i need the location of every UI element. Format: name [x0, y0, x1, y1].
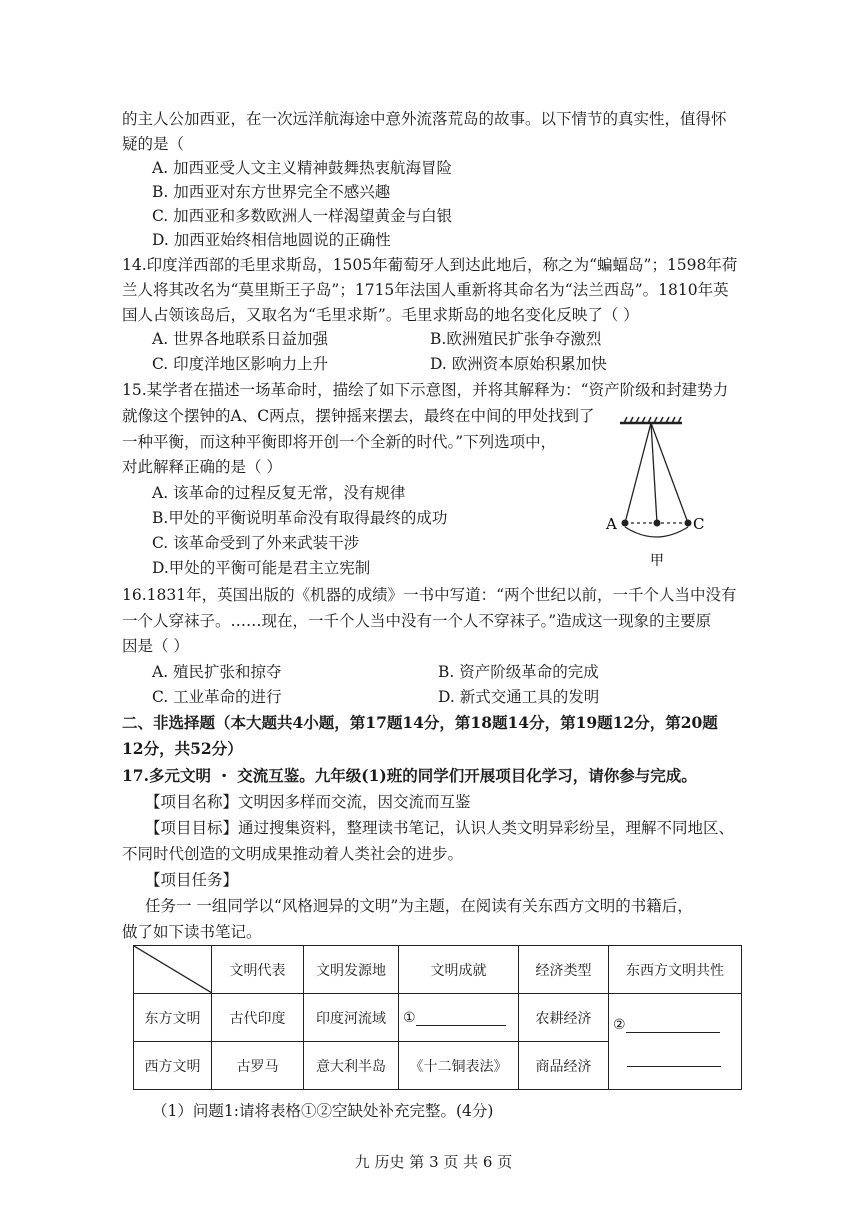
- table-header: 文明发源地: [304, 946, 399, 994]
- q16-line-3: 因是（ ）: [122, 637, 189, 655]
- answer-blank-2b[interactable]: [627, 1052, 721, 1067]
- q14-option-a: A. 世界各地联系日益加强: [152, 330, 329, 348]
- pendulum-point-c: [685, 520, 692, 527]
- table-header: 东西方文明共性: [609, 946, 742, 994]
- q15-line-1: 15.某学者在描述一场革命时，描绘了如下示意图，并将其解释为：“资产阶级和封建势力: [122, 381, 729, 399]
- cell-economy: 商品经济: [519, 1042, 609, 1090]
- pendulum-arc: [625, 527, 688, 537]
- q17-project-goal-1: 【项目目标】通过搜集资料，整理读书笔记，认识人类文明异彩纷呈，理解不同地区、: [145, 819, 735, 837]
- q16-option-a: A. 殖民扩张和掠夺: [152, 663, 282, 681]
- q16-option-d: D. 新式交通工具的发明: [438, 688, 600, 706]
- q14-line-2: 兰人将其改名为“莫里斯王子岛”；1715年法国人重新将其命名为“法兰西岛”。1810年英: [122, 281, 729, 299]
- q13-option-b: B. 加西亚对东方世界完全不感兴趣: [152, 183, 391, 201]
- section2-line-2: 12分，共52分）: [122, 739, 243, 758]
- cell-economy: 农耕经济: [519, 994, 609, 1042]
- blank-marker-2: ②: [613, 1016, 626, 1033]
- pendulum-label-jia: 甲: [650, 553, 664, 569]
- q13-line-2: 疑的是（: [122, 135, 185, 153]
- q16-option-b: B. 资产阶级革命的完成: [438, 663, 599, 681]
- q15-line-2: 就像这个摆钟的A、C两点，摆钟摇来摆去，最终在中间的甲处找到了: [122, 407, 595, 425]
- q17-title: 17.多元文明 ・ 交流互鉴。九年级(1)班的同学们开展项目化学习，请你参与完成。: [122, 766, 697, 785]
- q17-project-goal-2: 不同时代创造的文明成果推动着人类社会的进步。: [122, 845, 464, 863]
- table-header: 文明成就: [399, 946, 519, 994]
- q17-question-1: （1）问题1:请将表格①②空缺处补充完整。(4分): [152, 1102, 494, 1120]
- cell-origin: 印度河流域: [304, 994, 399, 1042]
- q15-option-b: B.甲处的平衡说明革命没有取得最终的成功: [152, 509, 448, 527]
- pendulum-diagram: [600, 415, 720, 575]
- q16-line-1: 16.1831年，英国出版的《机器的成绩》一书中写道：“两个世纪以前，一千个人当中没有: [122, 586, 737, 604]
- q15-option-c: C. 该革命受到了外来武装干涉: [152, 534, 360, 552]
- q17-task1-line-1: 任务一 一组同学以“风格迥异的文明”为主题，在阅读有关东西方文明的书籍后，: [145, 897, 693, 915]
- q13-option-c: C. 加西亚和多数欧洲人一样渴望黄金与白银: [152, 207, 453, 225]
- table-header: 文明代表: [212, 946, 304, 994]
- answer-blank-2a[interactable]: [626, 1018, 720, 1033]
- q16-line-2: 一个人穿袜子。……现在，一千个人当中没有一个人不穿袜子。”造成这一现象的主要原: [122, 612, 712, 630]
- q15-option-d: D.甲处的平衡可能是君主立宪制: [152, 559, 371, 577]
- q17-project-task: 【项目任务】: [145, 871, 239, 889]
- q13-line-1: 的主人公加西亚，在一次远洋航海途中意外流落荒岛的故事。以下情节的真实性，值得怀: [122, 110, 727, 128]
- cell-rep: 古罗马: [212, 1042, 304, 1090]
- pendulum-label-c: C: [693, 515, 705, 533]
- row-label-west: 西方文明: [134, 1042, 212, 1090]
- section2-line-1: 二、非选择题（本大题共4小题，第17题14分，第18题14分，第19题12分，第20题: [122, 713, 718, 732]
- q14-option-b: B.欧洲殖民扩张争夺激烈: [430, 330, 602, 348]
- q14-option-d: D. 欧洲资本原始积累加快: [430, 355, 607, 373]
- pendulum-point-a: [622, 520, 629, 527]
- q13-option-a: A. 加西亚受人文主义精神鼓舞热衷航海冒险: [152, 159, 453, 177]
- answer-blank-1[interactable]: [416, 1011, 506, 1026]
- q15-line-4: 对此解释正确的是（ ）: [122, 458, 282, 476]
- q15-line-3: 一种平衡，而这种平衡即将开创一个全新的时代。”下列选项中，: [122, 433, 557, 451]
- cell-origin: 意大利半岛: [304, 1042, 399, 1090]
- q14-line-3: 国人占领该岛后，又取名为“毛里求斯”。毛里求斯岛的地名变化反映了（ ）: [122, 306, 639, 324]
- pendulum-point-jia: [654, 520, 661, 527]
- q14-line-1: 14.印度洋西部的毛里求斯岛，1505年葡萄牙人到达此地后，称之为“蝙蝠岛”；1598年荷: [122, 256, 738, 274]
- pendulum-label-a: A: [606, 515, 617, 533]
- pendulum-string-a: [625, 423, 651, 523]
- table-header-row: [134, 946, 742, 994]
- table-corner-cell: [134, 946, 212, 994]
- row-label-east: 东方文明: [134, 994, 212, 1042]
- q17-project-name: 【项目名称】文明因多样而交流，因交流而互鉴: [145, 793, 471, 811]
- cell-achievement: 《十二铜表法》: [399, 1042, 519, 1090]
- q15-option-a: A. 该革命的过程反复无常，没有规律: [152, 484, 406, 502]
- q13-option-d: D. 加西亚始终相信地圆说的正确性: [152, 231, 391, 249]
- cell-common-blank-2[interactable]: [609, 994, 742, 1090]
- blank-marker-1: ①: [403, 1009, 416, 1026]
- reading-notes-table: [133, 945, 742, 1090]
- page-footer: 九 历史 第 3 页 共 6 页: [354, 1153, 513, 1171]
- q17-task1-line-2: 做了如下读书笔记。: [122, 923, 262, 941]
- q14-option-c: C. 印度洋地区影响力上升: [152, 355, 329, 373]
- cell-achievement-blank-1[interactable]: [399, 994, 519, 1042]
- q16-option-c: C. 工业革命的进行: [152, 688, 282, 706]
- cell-rep: 古代印度: [212, 994, 304, 1042]
- table-row: [134, 994, 742, 1042]
- table-header: 经济类型: [519, 946, 609, 994]
